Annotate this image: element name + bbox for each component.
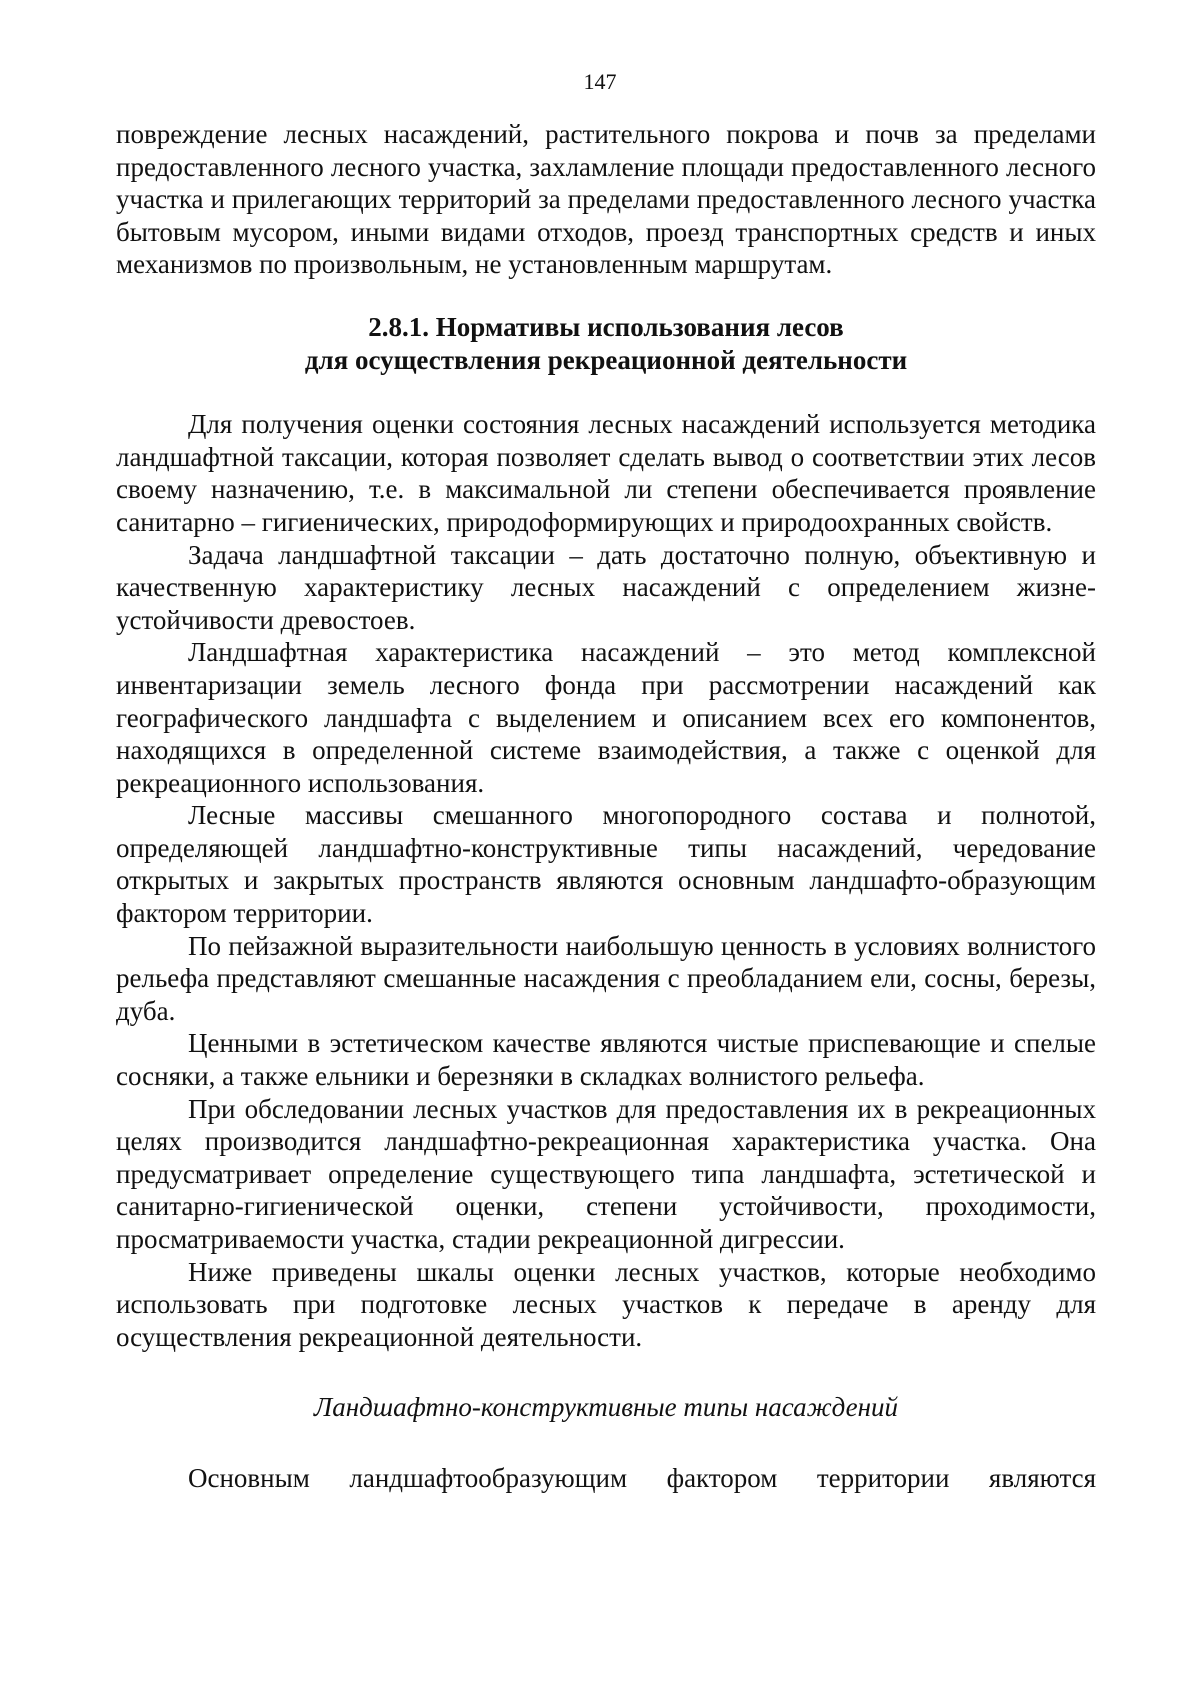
section-title-line2: для осуществления рекреационной деятельности [304,344,908,375]
paragraph-5: По пейзажной выразительности наибольшую ценность в условиях волнистого рельефа представляют смешанные насаждения с преобладанием ели, сосны, березы, дуба. [116,930,1096,1026]
paragraph-4: Лесные массивы смешанного многопородного состава и полнотой, определяющей ландшафтно-конструктивные типы насаждений, чередование открытых и закрытых пространств являются основным ландшафто-образующим фактором территории. [116,800,1096,929]
paragraph-3: Ландшафтная характеристика насаждений – это метод комплексной инвентаризации земель лесного фонда при рассмотрении насаждений как географического ландшафта с выделением и описанием всех его компонентов, находящихся в определенной системе взаимодействия, а также с оценкой для рекреационного использования. [116,637,1096,798]
intro-paragraph: повреждение лесных насаждений, растительного покрова и почв за пределами предоставленного лесного участка, захламление площади предоставленного лесного участка и прилегающих территорий за пределами предоставленного лесного участка бытовым мусором, иными видами отходов, проезд транспортных средств и иных механизмов по произвольным, не установленным маршрутам. [116,119,1096,280]
paragraph-2: Задача ландшафтной таксации – дать достаточно полную, объективную и качественную характеристику лесных насаждений с определением жизне-устойчивости древостоев. [116,539,1096,635]
section-title-line1: 2.8.1. Нормативы использования лесов [368,311,844,342]
subsection-title: Ландшафтно-конструктивные типы насаждений [313,1392,899,1423]
page-number: 147 [583,69,617,94]
paragraph-6: Ценными в эстетическом качестве являются чистые приспевающие и спелые сосняки, а также ельники и березняки в складках волнистого рельефа. [116,1028,1096,1092]
paragraph-7: При обследовании лесных участков для предоставления их в рекреационных целях производится ландшафтно-рекреационная характеристика участка. Она предусматривает определение существующего типа ландшафта, эстетической и санитарно-гигиенической оценки, степени устойчивости, проходимости, просматриваемости участка, стадии рекреационной дигрессии. [116,1093,1096,1254]
paragraph-8: Ниже приведены шкалы оценки лесных участков, которые необходимо использовать при подготовке лесных участков к передаче в аренду для осуществления рекреационной деятельности. [116,1256,1096,1352]
final-paragraph: Основным ландшафтообразующим фактором территории являются [188,1462,1096,1493]
page-content [116,118,1096,1495]
section-heading [116,311,1096,376]
paragraph-1: Для получения оценки состояния лесных насаждений используется методика ландшафтной таксации, которая позволяет сделать вывод о соответствии этих лесов своему назначению, т.е. в максимальной ли степени обеспечивается проявление санитарно – гигиенических, природоформирующих и природоохранных свойств. [116,409,1096,537]
